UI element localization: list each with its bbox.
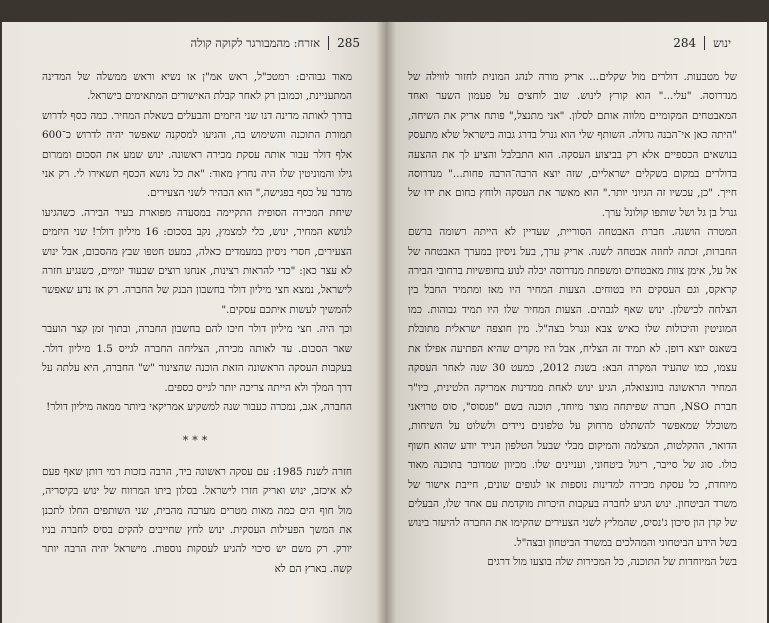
paragraph: של מטבעות. דולרים מול שקלים... אריק מורה לנהג המונית לחזור לווילה של מנדרוסה. "עלי..." הוא קורץ לינוש. שוב לוחצים על פעמון השער ואחד המאבטחים המקומיים מלווה אותם לסלון. "אני מתנצל," פותח אריק את השיחה, "היתה כאן אי־הבנה גדולה. השותף שלי הוא גנרל בדרג גבוה בישראל שלא מתעסק בנושאים הכספיים אלא רק בביצוע העסקה. הוא התבלבל והציע לך את ההצעה בדולרים במקום בשקלים ישראליים, שזה יוצא הרבה־הרבה פחות..." מנדרוסה חייך. "כן, עכשיו זה הגיוני יותר." הוא מאשר את העסקה ולוחץ בחום את ידו של גנרל בן גל ושל שותפו קולונל ערך.: [408, 71, 737, 219]
right-page: [386, 22, 767, 623]
paragraph: שיחת המכירה הסופית התקיימה במסעדה מפוארת בעיר הבירה. כשהגיעו לנושא המחיר, ינוש, כלי למצמץ, נקב בסכום: 16 מיליון דולר! שני היזמים הצעירים, חסרי ניסיון במעמדים כאלה, כמעט חטפו שבץ מהסכום, אבל ינוש לא עצר כאן: "כדי להראות רצינות, אנחנו רוצים שבעוד יומיים, כשנגיע חזרה לישראל, נמצא חצי מיליון דולר בחשבון הבנק של החברה. רק אז נדע שאפשר להמשיך לעשות איתכם עסקים.": [42, 206, 352, 316]
paragraph: מאוד גבוהים: רמטכ"ל, ראש אמ"ן או נשיא וראש ממשלה של המדינה המתעניינת, וכמובן רק לאחר קבלת האישורים המתאימים בישראל.: [42, 71, 352, 103]
left-running-title: אזרח: מהמבורגר לקוקה קולה: [190, 36, 321, 50]
header-divider: [328, 36, 329, 50]
right-page-text: [408, 68, 737, 573]
left-page-header: [32, 32, 360, 54]
header-divider: [704, 36, 705, 50]
paragraph: חזרה לשנת 1985: עם עסקה ראשונה ביד, הרבה בזכות רמי דותן שאף פעם לא איכזב, ינוש ואריק חזרו לישראל. בסלון ביתו המרווח של ינוש בקיסריה, מול חוף הים כמה מאות מטרים מערבה מהבית, שני השותפים החלו לתכנן את המשך הפעילות העסקית. ינוש לחץ שחייבים להקים בסיס לחברה בניו יורק. רק משם יש סיכוי להגיע לעסקות נוספות. מישראל יהיה הרבה יותר קשה. בארץ הם לא: [42, 465, 353, 575]
paragraph: המטרה הושגה. חברת האבטחה הסוריית, שעדיין לא הייתה רשומה ברשם החברות, זכתה לחוזה אבטחה לשנה. אריק ערך, בעל ניסיון במערך האבטחה של אל על, אימן צוות מאבטחים ומשפחת מנדרוסה יכלה לנוע בחופשיות ברחובי הבירה קראקס, וגם העסקים היו בטוחים. הצעות המחיר היו מאז ומתמיד החבל בין הצלחה לכישלון. ינוש שאף לגבהים. הצעות המחיר שלו היו תמיד גבוהות. כמו המוניטין והיכולות שלו כאיש צבא וגנרל בצה"ל. מין חוצפה ישראלית מתובלת בשאנס יוצא דופן. לא תמיד זה הצליח, אבל היו מקרים שהיא הפתיעה אפילו את עצמו, כמו שהעיד המקרה הבא: בשנת 2012, כמעט 30 שנה לאחר העסקה המחיר הראשונה בוונצואלה, הגיע ינוש לאחת ממדינות אמריקה הלטינית, כיו"ר חברת NSO, חברה שפיתחה מוצר מיוחד, תוכנה בשם "פגסוס", סוס טרויאני משוכלל שמאפשר להשתלט מרחוק על טלפונים ניידים ולשלוט על השיחות, הדואר, ההקלטות, המצלמה והמיקום מבלי שבעל הטלפון הנייד יודע שהוא חשוף כולו. סוג של סייבר, ריגול ביטחוני, ועניינים שלו. מכיוון שמדובר בתוכנה מאוד מיוחדת, כל עסקת מכירה למדינות נוספות או לגופים שונים, חייבת אישור של משרד הביטחון. ינוש הגיע לחברה בעקבות היכרות מוקדמת עם אחד שלו, הבעלים של קרן הון סיכון ג'נסיס, שהמליץ לשני הצעירים שהקימו את החברה להיעזר בינוש בשל הידע הביטחוני והמהלכים במשרד הביטחון ובצה"ל.: [408, 226, 738, 549]
right-page-header: [406, 32, 731, 54]
paragraph: בדרך לאותה מדינה דנו שני היזמים והבעלים בשאלת המחיר. כמה כסף לדרוש תמורת התוכנה והשימוש בה, והגיעו למסקנה שאפשר יהיה לדרוש כ־600 אלף דולר עבור אותה עסקת מכירה ראשונה. ינוש שמע את הסכום וממרום גילו והמוניטין שלו היה נחרץ מאוד: "את כל נושא הכסף תשאירו לי. רק אני מדבר על כסף בפגישה," הוא הבהיר לשני הצעירים.: [42, 109, 352, 200]
left-page-text: [42, 68, 352, 579]
right-page-number: 284: [673, 36, 697, 50]
section-separator: ***: [182, 434, 212, 448]
paragraph: החברה, אגב, נמכרה כעבור שנה למשקיע אמריקאי ביותר ממאה מיליון דולר!: [46, 400, 352, 413]
paragraph: וכך היה. חצי מיליון דולר חיכו להם בחשבון החברה, ובתוך זמן קצר הועבר שאר הסכום. עד לאותה מכירה, הצליחה החברה לגייס 1.5 מיליון דולר. בעקבות העסקה הראשונה הזאת הוכנה שהצינור "ש" החברה, היא עלתה על דרך המלך ולא הייתה צריכה יותר לגייס כספים.: [42, 323, 352, 394]
book-gutter: [376, 22, 396, 623]
left-page-number: 285: [337, 36, 360, 50]
left-page: [2, 22, 386, 623]
right-running-title: ינוש: [713, 36, 731, 50]
paragraph: בשל המיוחדות של התוכנה, כל המכירות שלה בוצעו מול דרגים: [487, 556, 737, 569]
